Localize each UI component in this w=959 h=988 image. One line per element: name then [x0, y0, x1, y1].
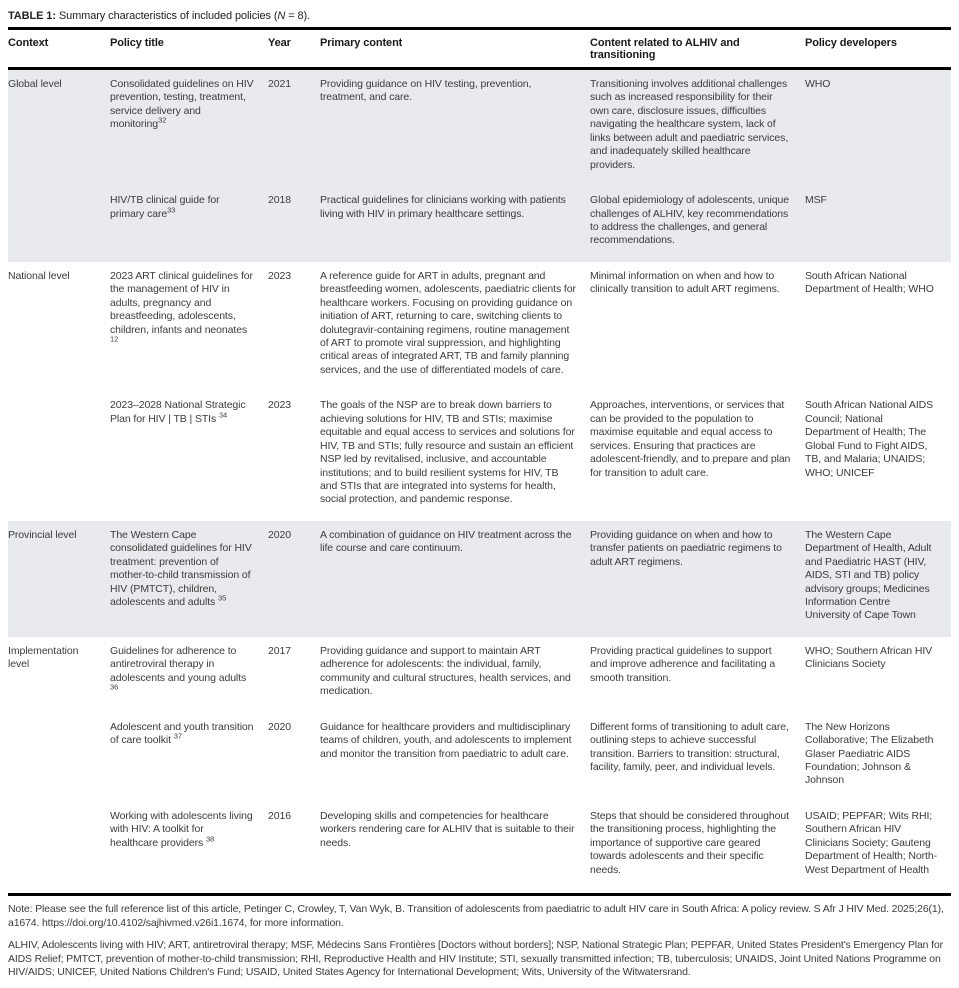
developers-cell: South African National AIDS Council; National Department of Health; The Global Fund to Fight AIDS, TB, and Malaria; UNAIDS; WHO; UNICEF — [805, 399, 934, 479]
alhiv-content-cell: Global epidemiology of adolescents, unique challenges of ALHIV, key recommendations to address the challenges, and general recommendations. — [590, 194, 789, 247]
developers-cell: WHO; Southern African HIV Clinicians Society — [805, 644, 933, 671]
year-cell: 2016 — [268, 809, 291, 822]
policy-row — [8, 186, 951, 262]
developers-cell: USAID; PEPFAR; Wits RHI; Southern African HIV Clinicians Society; Gauteng Department of Health; North-West Department of Health — [805, 809, 938, 876]
context-cell — [8, 186, 110, 262]
reference-superscript: 34 — [218, 410, 228, 420]
policy-title-cell — [110, 521, 268, 637]
table-title-text: Summary characteristics of included policies ( — [55, 10, 278, 22]
policies-table — [8, 30, 951, 891]
col-header-policy-title: Policy title — [110, 30, 268, 69]
table-title — [8, 8, 951, 30]
policy-title: Guidelines for adherence to antiretroviral therapy in adolescents and young adults — [110, 644, 247, 684]
context-cell — [8, 391, 110, 521]
policy-row — [8, 802, 951, 891]
group-provincial-level — [8, 521, 951, 637]
alhiv-content-cell: Minimal information on when and how to clinically transition to adult ART regimens. — [590, 269, 780, 296]
policy-title-cell — [110, 391, 268, 521]
policy-title: Consolidated guidelines on HIV prevention, testing, treatment, service delivery and monitoring — [110, 78, 254, 131]
alhiv-content-cell: Different forms of transitioning to adult care, outlining steps to achieve successful transition. Barriers to transition: structural, facility, family, peer, and individual levels. — [590, 720, 789, 773]
context-cell: Global level — [8, 78, 62, 90]
primary-content-cell: Practical guidelines for clinicians working with patients living with HIV in primary healthcare settings. — [320, 194, 566, 220]
header-row — [8, 30, 951, 69]
policy-title: 2023–2028 National Strategic Plan for HIV | TB | STIs — [110, 399, 246, 425]
policy-row — [8, 713, 951, 802]
developers-cell: WHO — [805, 78, 831, 90]
reference-superscript: 35 — [218, 593, 227, 603]
year-cell: 2023 — [268, 269, 291, 282]
year-cell: 2021 — [268, 78, 291, 90]
group-national-level — [8, 262, 951, 521]
col-header-context: Context — [8, 30, 110, 69]
reference-superscript: 37 — [173, 731, 182, 741]
table-number-label: TABLE 1: — [8, 10, 56, 22]
primary-content-cell: Providing guidance on HIV testing, prevention, treatment, and care. — [320, 78, 532, 104]
context-cell: National level — [8, 269, 70, 282]
policy-title-cell — [110, 186, 268, 262]
year-cell: 2020 — [268, 720, 291, 733]
primary-content-cell: Developing skills and competencies for healthcare workers rendering care for ALHIV that is suitable to their needs. — [320, 809, 575, 849]
policy-row — [8, 69, 951, 187]
year-cell: 2017 — [268, 644, 291, 657]
reference-note: Note: Please see the full reference list of this article, Petinger C, Crowley, T, Van Wyk, B. Transition of adolescents from paediatric to adult HIV care in South Africa: A policy review. S Afr J HIV Med. 2025;26(1), a1674. https://doi.org/10.4102/sajhivmed.v26i1.1674, for more information. — [8, 903, 944, 929]
alhiv-content-cell: Approaches, interventions, or services that can be provided to the population to maximise equitable and equal access to services. Ensuring that practices are adolescent-friendly, and to prepare and plan for transition to adult care. — [590, 399, 791, 479]
policy-title-cell — [110, 713, 268, 802]
policy-title-cell — [110, 802, 268, 891]
alhiv-content-cell: Steps that should be considered throughout the transitioning process, highlighting the importance of supportive care geared towards adolescents and their specific needs. — [590, 809, 789, 876]
primary-content-cell: A reference guide for ART in adults, pregnant and breastfeeding women, adolescents, paediatric clients for healthcare workers. Focusing on providing guidance on initiation of ART, returning to care, switching clients to dolutegravir-containing regimens, routine management of ART to promote viral suppression, and highlighting critical areas of integrated ART, TB and family planning services, and the use of differentiated models of care. — [320, 269, 576, 376]
policy-row — [8, 637, 951, 713]
col-header-policy-developers: Policy developers — [805, 30, 951, 69]
policy-title: The Western Cape consolidated guidelines for HIV treatment: prevention of mother-to-child transmission of HIV (PMTCT), children, adolescents and adults — [110, 528, 252, 608]
sample-size-n: N — [277, 10, 286, 22]
context-cell — [8, 802, 110, 891]
group-implementation-level — [8, 637, 951, 891]
policy-row — [8, 262, 951, 392]
group-global-level — [8, 69, 951, 262]
table-footnotes — [8, 896, 951, 980]
context-cell: Provincial level — [8, 528, 77, 541]
alhiv-content-cell: Providing practical guidelines to support and improve adherence and facilitating a smooth transition. — [590, 644, 776, 684]
policy-title: Working with adolescents living with HIV: A toolkit for healthcare providers — [110, 809, 253, 849]
reference-superscript: 12 — [110, 334, 119, 344]
developers-cell: MSF — [805, 194, 827, 207]
reference-superscript: 32 — [158, 115, 167, 125]
policy-title: Adolescent and youth transition of care toolkit — [110, 720, 254, 747]
primary-content-cell: Providing guidance and support to maintain ART adherence for adolescents: the individual, family, community and cultural structures, health services, and medication. — [320, 644, 571, 698]
reference-superscript: 36 — [110, 682, 119, 692]
policy-title: 2023 ART clinical guidelines for the management of HIV in adults, pregnancy and breastfeeding, adolescents, children, infants and neonates — [110, 269, 253, 336]
alhiv-content-cell: Providing guidance on when and how to transfer patients on paediatric regimens to adult ART regimens. — [590, 528, 782, 568]
policy-title-cell — [110, 637, 268, 713]
primary-content-cell: Guidance for healthcare providers and multidisciplinary teams of children, youth, and adolescents to implement and monitor the transition from paediatric to adult care. — [320, 720, 572, 760]
developers-cell: The Western Cape Department of Health, Adult and Paediatric HAST (HIV, AIDS, STI and TB) policy advisory groups; Medicines Information Centre University of Cape Town — [805, 528, 932, 622]
policy-row — [8, 391, 951, 521]
abbreviations-note: ALHIV, Adolescents living with HIV; ART, antiretroviral therapy; MSF, Médecins Sans Frontières [Doctors without borders]; NSP, National Strategic Plan; PEPFAR, United States President's Emergency Plan for AIDS Relief; PMTCT, prevention of mother-to-child transmission; RHI, Reproductive Health and HIV Institute; STI, sexually transmitted infection; TB, tuberculosis; UNAIDS, Joint United Nations Programme on HIV/AIDS; UNICEF, United Nations Children's Fund; USAID, United States Agency for International Development; Wits, University of the Witwatersrand. — [8, 938, 943, 979]
alhiv-content-cell: Transitioning involves additional challenges such as increased responsibility for their own care, disclosure issues, difficulties navigating the healthcare system, lack of links between adult and paediatric services, and inadequately skilled healthcare providers. — [590, 78, 789, 171]
table-title-suffix: = 8). — [285, 10, 311, 22]
policy-title-cell — [110, 262, 268, 392]
policy-row — [8, 521, 951, 637]
year-cell: 2023 — [268, 399, 291, 412]
context-cell — [8, 713, 110, 802]
context-cell: Implementation level — [8, 644, 79, 671]
primary-content-cell: A combination of guidance on HIV treatment across the life course and care continuum. — [320, 528, 572, 555]
policy-title: HIV/TB clinical guide for primary care — [110, 194, 220, 220]
reference-superscript: 33 — [167, 205, 176, 214]
year-cell: 2020 — [268, 528, 291, 541]
col-header-primary-content: Primary content — [320, 30, 590, 69]
primary-content-cell: The goals of the NSP are to break down barriers to achieving solutions for HIV, TB and STIs; maximise equitable and equal access to services and solutions for HIV, TB and STIs; fully resource and sustain an efficient NSP led by revitalised, inclusive, and accountable institutions; and to build resilient systems for HIV, TB and STIs that are integrated into systems for health, social protection, and pandemic response. — [320, 399, 575, 506]
table-header — [8, 30, 951, 69]
policy-title-cell — [110, 69, 268, 187]
reference-superscript: 38 — [205, 834, 215, 844]
year-cell: 2018 — [268, 194, 291, 207]
col-header-year: Year — [268, 30, 320, 69]
developers-cell: The New Horizons Collaborative; The Elizabeth Glaser Paediatric AIDS Foundation; Johnson & Johnson — [805, 720, 934, 787]
col-header-alhiv-content: Content related to ALHIV and transitioning — [590, 30, 805, 69]
developers-cell: South African National Department of Health; WHO — [805, 269, 934, 296]
